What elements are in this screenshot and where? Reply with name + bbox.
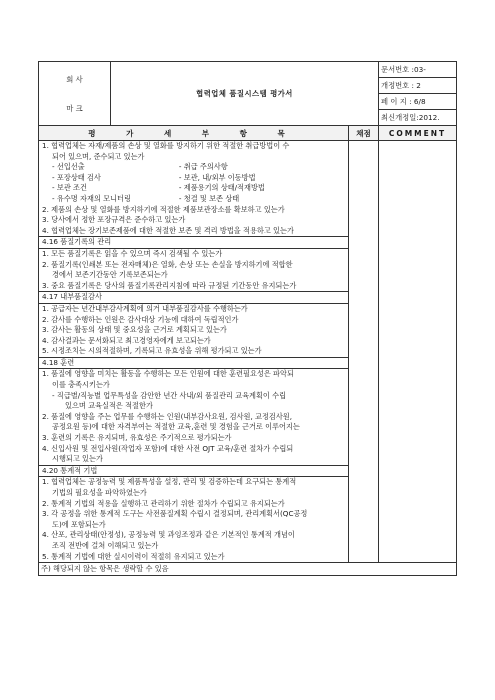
company-mark-cell bbox=[39, 62, 111, 126]
section-title-4-16: 4.16 품질기록의 관리 bbox=[39, 237, 348, 249]
item-text: 3. 각 공정을 위한 통계적 도구는 사전품질계획 수립시 결정되며, 관리계획서(QC공정 bbox=[42, 509, 308, 519]
bullet-row: - 포장상태 검사 - 보관, 내/외부 이동방법 bbox=[52, 172, 256, 182]
item-text: 3. 훈련의 기록은 유지되며, 유효성은 주기적으로 평가되는가 bbox=[42, 433, 232, 443]
item-text: 기법의 필요성을 파악하였는가 bbox=[52, 488, 147, 497]
comment-cell[interactable] bbox=[379, 141, 457, 563]
section-title-4-17: 4.17 내부품질감사 bbox=[39, 292, 348, 304]
item-text: 3. 중요 품질기록은 당사의 품질기록관리지침에 따라 규정된 기간동안 유지되는가 bbox=[42, 280, 297, 290]
item-text: 3. 당사에서 정한 포장규격은 준수하고 있는가 bbox=[42, 215, 186, 225]
bullet-item: 포장상태 검사 bbox=[56, 172, 101, 182]
section-statistical-techniques bbox=[39, 477, 348, 562]
section-preservation bbox=[39, 141, 348, 237]
score-column-header: 채점 bbox=[349, 126, 379, 141]
form-table bbox=[38, 61, 457, 576]
company-label: 회 사 bbox=[66, 74, 83, 84]
bullet-item: 취급 주의사항 bbox=[183, 162, 228, 172]
item-text: 1. 모든 품질기록은 읽을 수 있으며 즉시 검색될 수 있는가 bbox=[42, 248, 223, 258]
items-column-header: 평 가 세 부 항 목 bbox=[39, 126, 349, 141]
item-text: 되어 있으며, 준수되고 있는가 bbox=[52, 151, 145, 161]
bullet-item: 제품용기의 상태/적재방법 bbox=[183, 183, 265, 193]
revision-number: 개정번호 : 2 bbox=[379, 78, 457, 94]
bullet-row: - 유수명 자재의 모니터링 - 청결 및 보존 상태 bbox=[52, 193, 240, 203]
item-text: 공정요원 등)에 대한 자격부여는 적절한 교육,훈련 및 경험을 근거로 이루어지는 bbox=[52, 422, 300, 432]
bullet-item: 보관, 내/외부 이동방법 bbox=[183, 172, 256, 182]
item-text: 시행되고 있는가 bbox=[52, 454, 103, 464]
item-text: 2. 감사를 수행하는 인원은 감사대상 기능에 대하여 독립적인가 bbox=[42, 314, 239, 324]
form-title: 협력업체 품질시스템 평가서 bbox=[111, 62, 379, 126]
item-text: 2. 통계적 기법의 적용을 실행하고 관리하기 위한 절차가 수립되고 유지되는가 bbox=[42, 498, 285, 508]
bullet-item: 보관 조건 bbox=[56, 183, 87, 193]
section-quality-records bbox=[39, 249, 348, 292]
page-number: 페 이 지 : 6/8 bbox=[379, 94, 457, 110]
item-text: 1. 공급자는 년간내부감사계획에 의거 내부품질감사를 수행하는가 bbox=[42, 303, 248, 313]
item-text: 2. 품질에 영향을 주는 업무를 수행하는 인원(내부감사요원, 검사원, 교정검사원, bbox=[42, 411, 293, 421]
item-text: 4. 감사결과는 문서화되고 최고경영자에게 보고되는가 bbox=[42, 335, 211, 345]
score-cell[interactable] bbox=[349, 141, 379, 563]
bullet-row: - 보관 조건 - 제품용기의 상태/적재방법 bbox=[52, 183, 265, 193]
bullet-row: - 선입선출 - 취급 주의사항 bbox=[52, 162, 228, 172]
mark-label: 마 크 bbox=[66, 103, 83, 113]
item-text: 1. 협력업체는 자재/제품의 손상 및 열화를 방지하기 위한 적절한 취급방법이 수 bbox=[42, 141, 290, 150]
evaluation-sheet bbox=[38, 61, 456, 576]
section-title-4-18: 4.18 훈련 bbox=[39, 358, 348, 370]
bullet-item: 선입선출 bbox=[56, 162, 85, 172]
item-text: 3. 감사는 활동의 상태 및 중요성을 근거로 계획되고 있는가 bbox=[42, 325, 227, 335]
comment-column-header: COMMENT bbox=[379, 126, 457, 141]
item-text: 4. 신입사원 및 전입사원(작업자 포함)에 대한 사전 OJT 교육/훈련 절차가 수립되 bbox=[42, 443, 294, 453]
doc-number: 문서번호 :03- bbox=[379, 62, 457, 78]
item-text: 있으며 교육실적은 적절한가 bbox=[65, 401, 153, 411]
item-text: 2. 품질기록(인쇄본 또는 전자매체)은 열화, 손상 또는 손실을 방지하기에 적합한 bbox=[42, 259, 293, 269]
item-text: - 직급별/직능별 업무특성을 감안한 년간 사내/외 품질관리 교육계획이 수립 bbox=[52, 390, 287, 400]
item-text: 1. 품질에 영향을 미치는 활동을 수행하는 모든 인원에 대한 훈련필요성은 파악되 bbox=[42, 369, 294, 379]
item-text: 5. 통계적 기법에 대한 실시이력이 적절히 유지되고 있는가 bbox=[42, 551, 225, 561]
section-training bbox=[39, 369, 348, 465]
bullet-item: 청결 및 보존 상태 bbox=[183, 193, 240, 203]
item-text: 2. 제품의 손상 및 열화를 방지하기에 적절한 제품보관장소를 확보하고 있는가 bbox=[42, 204, 285, 214]
bullet-item: 유수명 자재의 모니터링 bbox=[56, 193, 131, 203]
item-text: 4. 산포, 관리상태(안정성), 공정능력 및 과잉조정과 같은 기본적인 통계적 개념이 bbox=[42, 530, 295, 540]
item-text: 조직 전반에 걸쳐 이해되고 있는가 bbox=[52, 540, 159, 550]
footnote: 주) 해당되지 않는 항목은 생략할 수 있음 bbox=[39, 563, 457, 576]
item-text: 4. 협력업체는 장기보존제품에 대한 적절한 보존 및 격리 방법을 적용하고 있는가 bbox=[42, 225, 294, 235]
section-internal-audit bbox=[39, 304, 348, 358]
last-revision-date: 최신개정일:2012. bbox=[379, 110, 457, 126]
item-text: 5. 시정조치는 시의적절하며, 기록되고 유효성을 위해 평가되고 있는가 bbox=[42, 346, 262, 356]
item-text: 이를 충족시키는가 bbox=[52, 380, 110, 390]
items-cell bbox=[39, 141, 349, 563]
section-title-4-20: 4.20 통계적 기법 bbox=[39, 466, 348, 478]
item-text: 도)에 포함되는가 bbox=[52, 519, 106, 529]
item-text: 1. 협력업체는 공정능력 및 제품특성을 설정, 관리 및 검증하는데 요구되는 통계적 bbox=[42, 477, 297, 487]
item-text: 경에서 보존기간동안 기록보존되는가 bbox=[52, 270, 168, 280]
